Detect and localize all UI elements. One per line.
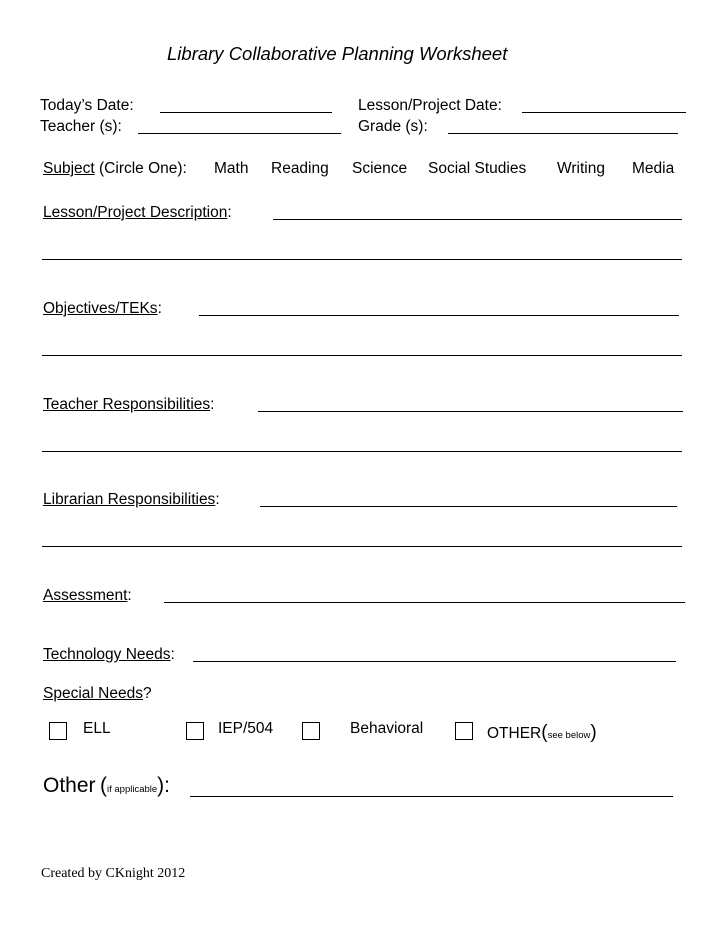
- behavioral-checkbox[interactable]: [302, 722, 320, 740]
- subject-option-writing[interactable]: Writing: [557, 160, 605, 177]
- description-label-row: Lesson/Project Description:: [43, 204, 232, 221]
- footer-credit: Created by CKnight 2012: [41, 866, 186, 881]
- technology-label-row: Technology Needs:: [43, 646, 175, 663]
- description-field[interactable]: [273, 219, 682, 220]
- subject-option-media[interactable]: Media: [632, 160, 675, 177]
- description-field-line-2[interactable]: [42, 259, 682, 260]
- librarian-resp-label: Librarian Responsibilities: [43, 491, 216, 508]
- teacher-resp-label-row: Teacher Responsibilities:: [43, 396, 215, 413]
- teacher-label: Teacher (s):: [40, 118, 122, 135]
- other-label: Other: [43, 774, 96, 797]
- ell-checkbox[interactable]: [49, 722, 67, 740]
- iep-checkbox[interactable]: [186, 722, 204, 740]
- other-checkbox-label-row: OTHER(see below): [487, 722, 597, 743]
- objectives-label: Objectives/TEKs: [43, 300, 158, 317]
- other-field[interactable]: [190, 796, 673, 797]
- grade-label: Grade (s):: [358, 118, 428, 135]
- assessment-label-row: Assessment:: [43, 587, 132, 604]
- subject-row: [43, 160, 187, 178]
- objectives-field[interactable]: [199, 315, 679, 316]
- subject-hint: (Circle One):: [99, 160, 187, 177]
- grade-field[interactable]: [448, 133, 678, 134]
- todays-date-label: Today’s Date:: [40, 97, 134, 114]
- librarian-resp-field-line-2[interactable]: [42, 546, 682, 547]
- librarian-resp-label-row: Librarian Responsibilities:: [43, 491, 220, 508]
- special-needs-label-row: Special Needs?: [43, 685, 152, 702]
- description-label: Lesson/Project Description: [43, 204, 228, 221]
- subject-option-social-studies[interactable]: Social Studies: [428, 160, 527, 177]
- objectives-field-line-2[interactable]: [42, 355, 682, 356]
- librarian-resp-field[interactable]: [260, 506, 677, 507]
- technology-field[interactable]: [193, 661, 676, 662]
- iep-label: IEP/504: [218, 720, 274, 737]
- objectives-label-row: Objectives/TEKs:: [43, 300, 162, 317]
- subject-option-math[interactable]: Math: [214, 160, 249, 177]
- lesson-date-label: Lesson/Project Date:: [358, 97, 502, 114]
- behavioral-label: Behavioral: [350, 720, 424, 737]
- assessment-label: Assessment: [43, 587, 128, 604]
- technology-label: Technology Needs: [43, 646, 171, 663]
- other-checkbox-label: OTHER: [487, 725, 542, 742]
- special-needs-label: Special Needs: [43, 685, 143, 702]
- teacher-field[interactable]: [138, 133, 341, 134]
- subject-label: Subject: [43, 160, 95, 177]
- teacher-resp-field[interactable]: [258, 411, 683, 412]
- if-applicable-note: if applicable: [106, 784, 158, 795]
- assessment-field[interactable]: [164, 602, 685, 603]
- teacher-resp-label: Teacher Responsibilities: [43, 396, 211, 413]
- lesson-date-field[interactable]: [522, 112, 686, 113]
- todays-date-field[interactable]: [160, 112, 332, 113]
- other-label-row: Other (if applicable):: [43, 774, 170, 797]
- see-below-note: see below: [547, 730, 591, 741]
- page-title: Library Collaborative Planning Worksheet: [167, 43, 508, 64]
- ell-label: ELL: [83, 720, 111, 737]
- subject-option-reading[interactable]: Reading: [271, 160, 329, 177]
- subject-option-science[interactable]: Science: [352, 160, 408, 177]
- teacher-resp-field-line-2[interactable]: [42, 451, 682, 452]
- other-checkbox[interactable]: [455, 722, 473, 740]
